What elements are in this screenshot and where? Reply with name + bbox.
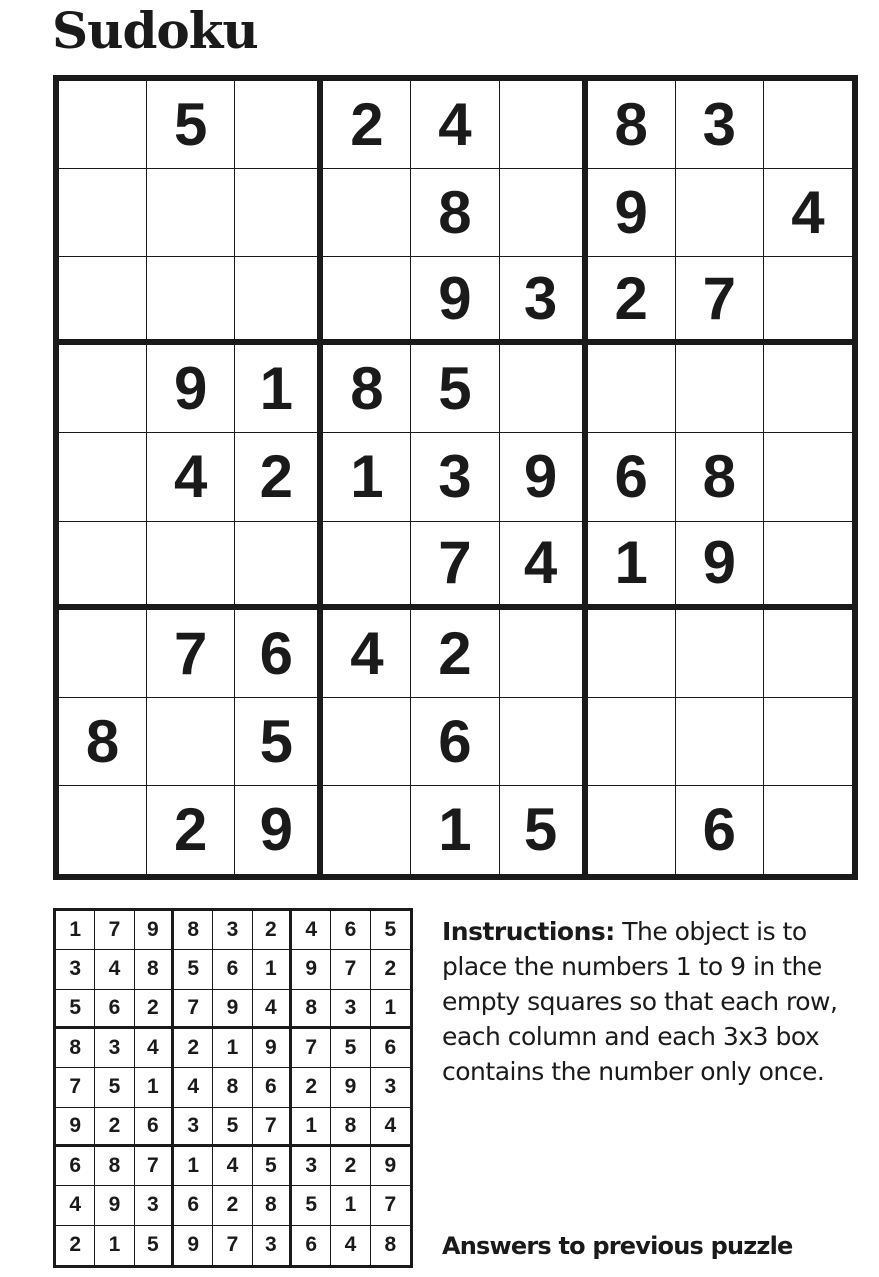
page-title: Sudoku bbox=[52, 1, 258, 60]
puzzle-cell-r1-c3[interactable] bbox=[235, 81, 323, 169]
answer-cell-r8-c5: 2 bbox=[213, 1186, 252, 1225]
answer-cell-r4-c2: 3 bbox=[95, 1029, 134, 1068]
answer-cell-r8-c6: 8 bbox=[253, 1186, 292, 1225]
puzzle-cell-r8-c7[interactable] bbox=[588, 698, 676, 786]
answer-cell-r8-c8: 1 bbox=[331, 1186, 370, 1225]
answer-cell-r5-c1: 7 bbox=[56, 1068, 95, 1107]
puzzle-cell-r9-c8: 6 bbox=[676, 786, 764, 874]
answer-cell-r9-c9: 8 bbox=[384, 1233, 397, 1257]
puzzle-cell-r5-c2: 4 bbox=[147, 433, 235, 521]
puzzle-cell-r1-c2: 5 bbox=[147, 81, 235, 169]
puzzle-cell-r8-c3: 5 bbox=[235, 698, 323, 786]
answer-cell-r9-c8: 4 bbox=[331, 1226, 370, 1265]
puzzle-cell-r9-c2: 2 bbox=[147, 786, 235, 874]
answer-cell-r1-c8: 6 bbox=[331, 911, 370, 950]
puzzle-cell-r3-c1[interactable] bbox=[59, 257, 147, 345]
answer-cell-r1-c9: 5 bbox=[371, 911, 410, 950]
answer-cell-r4-c6: 9 bbox=[253, 1029, 292, 1068]
answer-cell-r1-c3: 9 bbox=[135, 911, 174, 950]
puzzle-cell-r3-c2[interactable] bbox=[147, 257, 235, 345]
answer-cell-r5-c4: 4 bbox=[174, 1068, 213, 1107]
answer-cell-r6-c3: 6 bbox=[135, 1108, 174, 1147]
answer-cell-r3-c3: 2 bbox=[135, 990, 174, 1029]
puzzle-cell-r2-c8[interactable] bbox=[676, 169, 764, 257]
puzzle-cell-r2-c4[interactable] bbox=[323, 169, 411, 257]
puzzle-cell-r9-c1[interactable] bbox=[59, 786, 147, 874]
answer-cell-r5-c3: 1 bbox=[135, 1068, 174, 1107]
puzzle-cell-r8-c4[interactable] bbox=[323, 698, 411, 786]
puzzle-cell-r3-c4[interactable] bbox=[323, 257, 411, 345]
previous-answers-grid bbox=[53, 908, 413, 1268]
answer-cell-r5-c9: 3 bbox=[371, 1068, 410, 1107]
puzzle-cell-r4-c6[interactable] bbox=[500, 345, 588, 433]
answer-cell-r9-c2: 1 bbox=[95, 1226, 134, 1265]
puzzle-cell-r3-c3[interactable] bbox=[235, 257, 323, 345]
answer-cell-r7-c5: 4 bbox=[213, 1147, 252, 1186]
answer-cell-r5-c8: 9 bbox=[331, 1068, 370, 1107]
puzzle-cell-r4-c7[interactable] bbox=[588, 345, 676, 433]
puzzle-cell-r9-c9[interactable] bbox=[764, 786, 852, 874]
puzzle-cell-r1-c9[interactable] bbox=[764, 81, 852, 169]
puzzle-cell-r9-c6: 5 bbox=[500, 786, 588, 874]
answer-cell-r2-c3: 8 bbox=[135, 950, 174, 989]
puzzle-cell-r7-c9[interactable] bbox=[764, 610, 852, 698]
answer-cell-r2-c6: 1 bbox=[253, 950, 292, 989]
answer-cell-r8-c7: 5 bbox=[292, 1186, 331, 1225]
puzzle-cell-r6-c1[interactable] bbox=[59, 522, 147, 610]
puzzle-cell-r8-c8[interactable] bbox=[676, 698, 764, 786]
puzzle-cell-r6-c4[interactable] bbox=[323, 522, 411, 610]
puzzle-cell-r6-c6: 4 bbox=[500, 522, 588, 610]
answer-cell-r9-c3: 5 bbox=[135, 1226, 174, 1265]
puzzle-cell-r7-c4: 4 bbox=[323, 610, 411, 698]
answer-cell-r7-c9: 9 bbox=[371, 1147, 410, 1186]
answer-cell-r9-c5: 7 bbox=[213, 1226, 252, 1265]
puzzle-cell-r7-c5: 2 bbox=[411, 610, 499, 698]
answer-cell-r6-c2: 2 bbox=[95, 1108, 134, 1147]
puzzle-cell-r2-c5: 8 bbox=[411, 169, 499, 257]
answers-caption: Answers to previous puzzle bbox=[442, 1232, 793, 1260]
puzzle-cell-r7-c3: 6 bbox=[235, 610, 323, 698]
answer-cell-r3-c5: 9 bbox=[213, 990, 252, 1029]
puzzle-cell-r9-c5: 1 bbox=[411, 786, 499, 874]
puzzle-cell-r9-c7[interactable] bbox=[588, 786, 676, 874]
puzzle-cell-r3-c8: 7 bbox=[676, 257, 764, 345]
puzzle-cell-r1-c6[interactable] bbox=[500, 81, 588, 169]
answer-cell-r4-c9: 6 bbox=[371, 1029, 410, 1068]
answer-cell-r7-c7: 3 bbox=[292, 1147, 331, 1186]
answer-cell-r4-c8: 5 bbox=[331, 1029, 370, 1068]
puzzle-cell-r4-c1[interactable] bbox=[59, 345, 147, 433]
puzzle-cell-r2-c6[interactable] bbox=[500, 169, 588, 257]
answer-cell-r4-c3: 4 bbox=[135, 1029, 174, 1068]
answer-cell-r2-c9: 2 bbox=[371, 950, 410, 989]
puzzle-cell-r1-c4: 2 bbox=[323, 81, 411, 169]
puzzle-cell-r8-c9[interactable] bbox=[764, 698, 852, 786]
answer-cell-r7-c8: 2 bbox=[331, 1147, 370, 1186]
puzzle-cell-r4-c8[interactable] bbox=[676, 345, 764, 433]
puzzle-cell-r5-c5: 3 bbox=[411, 433, 499, 521]
answer-cell-r3-c8: 3 bbox=[331, 990, 370, 1029]
puzzle-cell-r2-c2[interactable] bbox=[147, 169, 235, 257]
answer-cell-r5-c5: 8 bbox=[213, 1068, 252, 1107]
puzzle-cell-r7-c2: 7 bbox=[147, 610, 235, 698]
puzzle-cell-r6-c2[interactable] bbox=[147, 522, 235, 610]
puzzle-cell-r6-c8: 9 bbox=[676, 522, 764, 610]
puzzle-cell-r6-c5: 7 bbox=[411, 522, 499, 610]
puzzle-cell-r6-c9[interactable] bbox=[764, 522, 852, 610]
answer-cell-r4-c5: 1 bbox=[213, 1029, 252, 1068]
puzzle-cell-r2-c3[interactable] bbox=[235, 169, 323, 257]
answer-cell-r5-c7: 2 bbox=[292, 1068, 331, 1107]
answer-cell-r8-c3: 3 bbox=[135, 1186, 174, 1225]
puzzle-cell-r2-c7: 9 bbox=[588, 169, 676, 257]
answer-cell-r8-c1: 4 bbox=[56, 1186, 95, 1225]
puzzle-cell-r9-c3: 9 bbox=[235, 786, 323, 874]
puzzle-cell-r2-c1[interactable] bbox=[59, 169, 147, 257]
answer-cell-r9-c4: 9 bbox=[174, 1226, 213, 1265]
puzzle-cell-r4-c2: 9 bbox=[147, 345, 235, 433]
puzzle-cell-r5-c7: 6 bbox=[588, 433, 676, 521]
answer-cell-r1-c4: 8 bbox=[174, 911, 213, 950]
answer-cell-r4-c4: 2 bbox=[174, 1029, 213, 1068]
answer-cell-r6-c5: 5 bbox=[213, 1108, 252, 1147]
answer-cell-r7-c1: 6 bbox=[56, 1147, 95, 1186]
puzzle-cell-r4-c9[interactable] bbox=[764, 345, 852, 433]
puzzle-cell-r5-c6: 9 bbox=[500, 433, 588, 521]
puzzle-cell-r8-c2[interactable] bbox=[147, 698, 235, 786]
puzzle-cell-r1-c5: 4 bbox=[411, 81, 499, 169]
answer-cell-r6-c6: 7 bbox=[253, 1108, 292, 1147]
instructions-body: The object is to place the numbers 1 to 9 in the empty squares so that each row, each column and each 3x3 box contains the number only once. bbox=[442, 917, 838, 1086]
answer-cell-r2-c5: 6 bbox=[213, 950, 252, 989]
answer-cell-r8-c9: 7 bbox=[371, 1186, 410, 1225]
answer-cell-r4-c7: 7 bbox=[292, 1029, 331, 1068]
answer-cell-r5-c6: 6 bbox=[253, 1068, 292, 1107]
answer-cell-r6-c7: 1 bbox=[292, 1108, 331, 1147]
answer-cell-r1-c2: 7 bbox=[95, 911, 134, 950]
answer-cell-r1-c5: 3 bbox=[213, 911, 252, 950]
answer-cell-r2-c2: 4 bbox=[95, 950, 134, 989]
answer-cell-r7-c4: 1 bbox=[174, 1147, 213, 1186]
puzzle-cell-r4-c5: 5 bbox=[411, 345, 499, 433]
answer-cell-r3-c2: 6 bbox=[95, 990, 134, 1029]
puzzle-cell-r5-c3: 2 bbox=[235, 433, 323, 521]
puzzle-cell-r3-c7: 2 bbox=[588, 257, 676, 345]
answer-cell-r3-c4: 7 bbox=[174, 990, 213, 1029]
answer-cell-r7-c2: 8 bbox=[95, 1147, 134, 1186]
instructions-lead: Instructions: bbox=[442, 917, 615, 946]
puzzle-cell-r5-c8: 8 bbox=[676, 433, 764, 521]
answer-cell-r1-c1: 1 bbox=[56, 911, 95, 950]
puzzle-cell-r3-c6: 3 bbox=[500, 257, 588, 345]
answer-cell-r4-c1: 8 bbox=[56, 1029, 95, 1068]
answer-cell-r6-c4: 3 bbox=[174, 1108, 213, 1147]
answer-cell-r7-c3: 7 bbox=[135, 1147, 174, 1186]
puzzle-cell-r7-c6[interactable] bbox=[500, 610, 588, 698]
puzzle-cell-r5-c4: 1 bbox=[323, 433, 411, 521]
puzzle-cell-r3-c9[interactable] bbox=[764, 257, 852, 345]
puzzle-cell-r9-c4[interactable] bbox=[323, 786, 411, 874]
puzzle-cell-r5-c1[interactable] bbox=[59, 433, 147, 521]
puzzle-cell-r8-c6[interactable] bbox=[500, 698, 588, 786]
answer-cell-r9-c1: 2 bbox=[56, 1226, 95, 1265]
answer-cell-r6-c1: 9 bbox=[56, 1108, 95, 1147]
answer-cell-r2-c4: 5 bbox=[174, 950, 213, 989]
answer-cell-r3-c9: 1 bbox=[371, 990, 410, 1029]
puzzle-cell-r6-c3[interactable] bbox=[235, 522, 323, 610]
answer-cell-r7-c6: 5 bbox=[253, 1147, 292, 1186]
puzzle-cell-r4-c4: 8 bbox=[323, 345, 411, 433]
answer-cell-r6-c8: 8 bbox=[331, 1108, 370, 1147]
answer-cell-r5-c2: 5 bbox=[95, 1068, 134, 1107]
answer-cell-r8-c4: 6 bbox=[174, 1186, 213, 1225]
puzzle-cell-r8-c1: 8 bbox=[59, 698, 147, 786]
answer-cell-r6-c9: 4 bbox=[371, 1108, 410, 1147]
puzzle-cell-r8-c5: 6 bbox=[411, 698, 499, 786]
puzzle-cell-r2-c9: 4 bbox=[764, 169, 852, 257]
puzzle-cell-r1-c7: 8 bbox=[588, 81, 676, 169]
puzzle-cell-r3-c5: 9 bbox=[411, 257, 499, 345]
puzzle-cell-r4-c3: 1 bbox=[235, 345, 323, 433]
answer-cell-r1-c6: 2 bbox=[253, 911, 292, 950]
puzzle-cell-r1-c8: 3 bbox=[676, 81, 764, 169]
answer-cell-r3-c6: 4 bbox=[253, 990, 292, 1029]
answer-cell-r2-c8: 7 bbox=[331, 950, 370, 989]
answer-cell-r2-c7: 9 bbox=[292, 950, 331, 989]
answer-cell-r2-c1: 3 bbox=[56, 950, 95, 989]
puzzle-cell-r7-c8[interactable] bbox=[676, 610, 764, 698]
answer-cell-r1-c7: 4 bbox=[292, 911, 331, 950]
puzzle-cell-r5-c9[interactable] bbox=[764, 433, 852, 521]
puzzle-cell-r7-c7[interactable] bbox=[588, 610, 676, 698]
instructions-text bbox=[442, 914, 862, 1089]
puzzle-cell-r6-c7: 1 bbox=[588, 522, 676, 610]
sudoku-puzzle-grid bbox=[53, 75, 858, 880]
puzzle-cell-r1-c1[interactable] bbox=[59, 81, 147, 169]
answer-cell-r9-c7: 6 bbox=[292, 1226, 331, 1265]
answer-cell-r9-c6: 3 bbox=[253, 1226, 292, 1265]
puzzle-cell-r7-c1[interactable] bbox=[59, 610, 147, 698]
answer-cell-r3-c1: 5 bbox=[56, 990, 95, 1029]
answer-cell-r3-c7: 8 bbox=[292, 990, 331, 1029]
answer-cell-r8-c2: 9 bbox=[95, 1186, 134, 1225]
